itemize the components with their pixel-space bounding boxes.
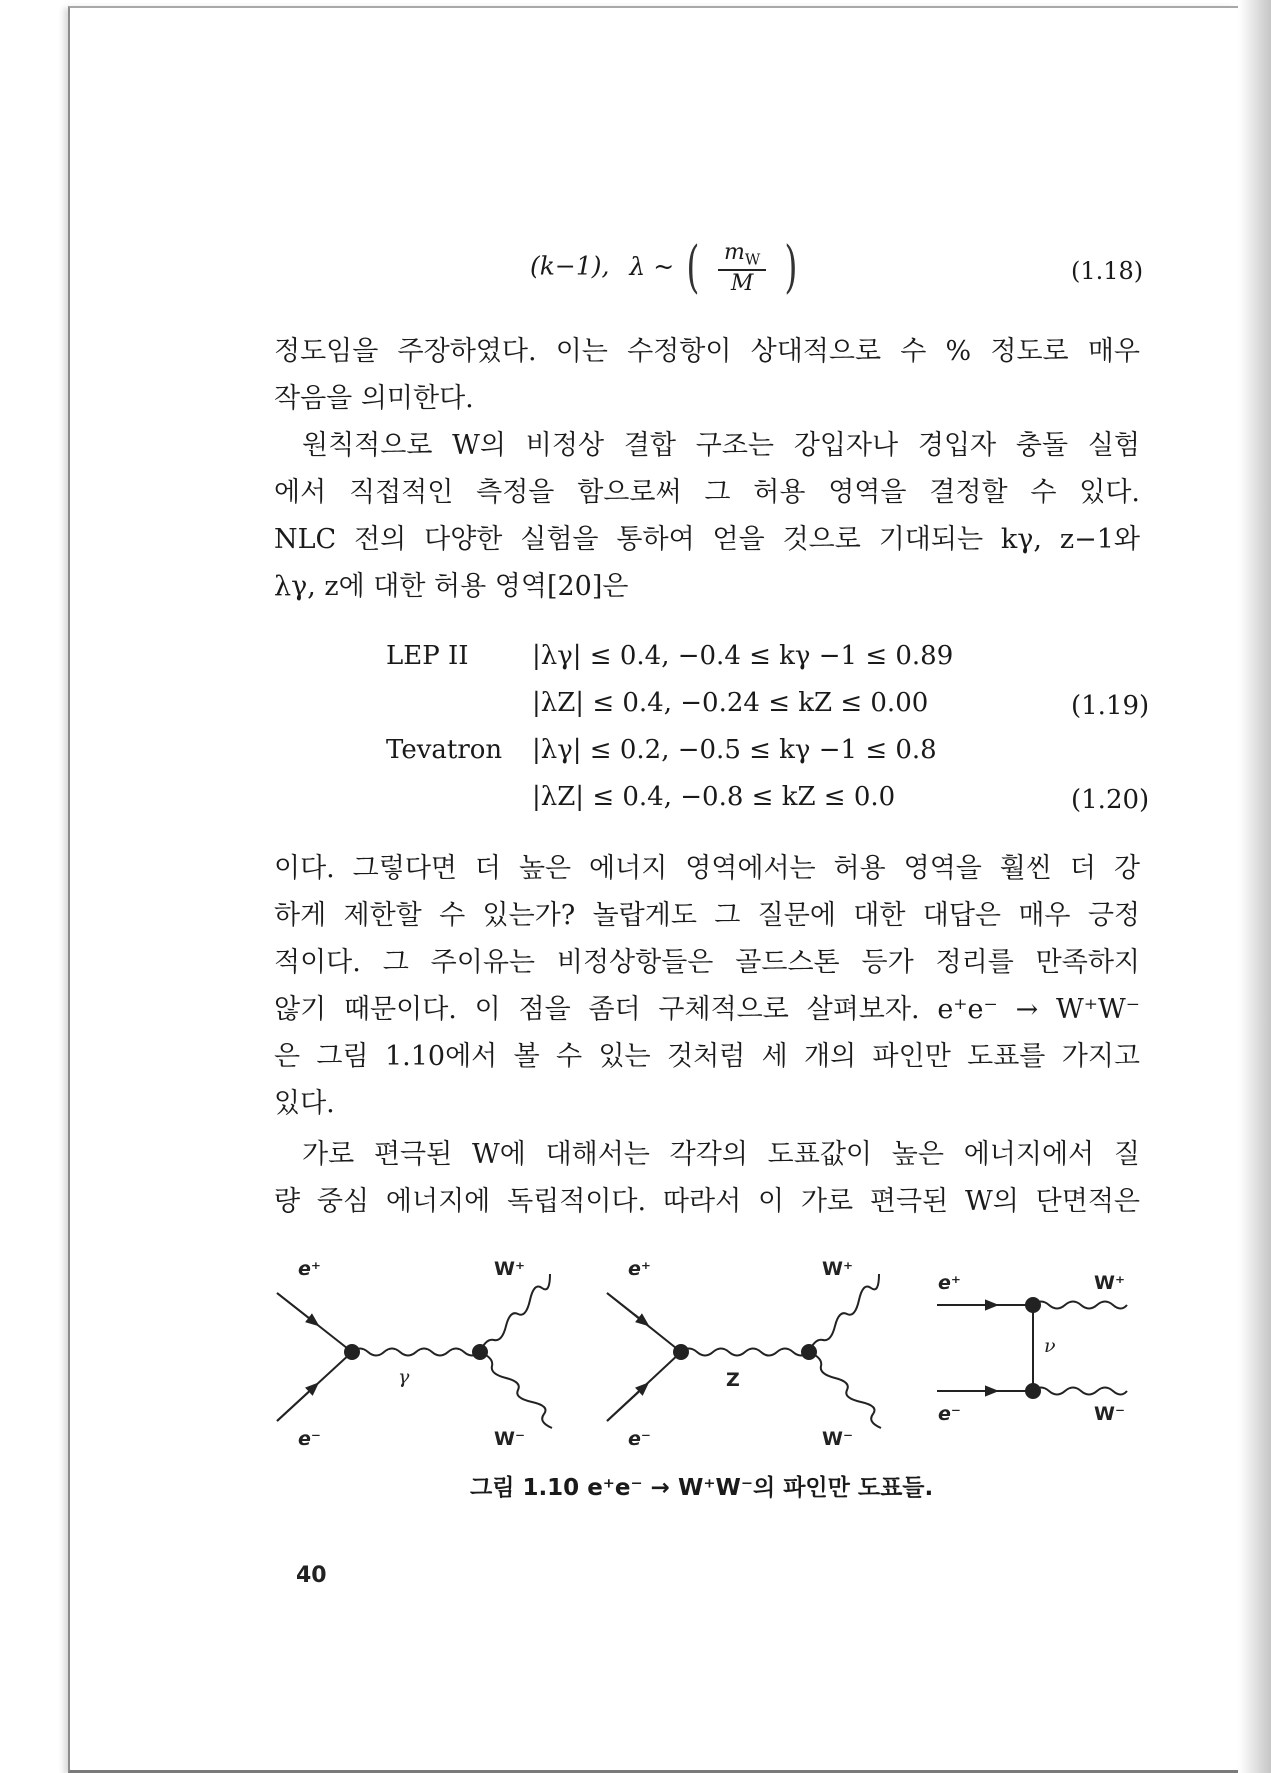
page-number: 40 [296, 1563, 327, 1588]
diagram-2-z-label: Z [726, 1369, 740, 1391]
diagram-3-e-plus-label: e⁺ [938, 1272, 961, 1294]
paragraph-line: 있다. [274, 1088, 335, 1119]
diagram-1-gamma-label: γ [398, 1366, 410, 1388]
equation-lambda: λ ~ [629, 251, 675, 281]
photon-propagator [352, 1349, 480, 1356]
vertex [473, 1345, 487, 1359]
paragraph-line: 이다. 그렇다면 더 높은 에너지 영역에서는 허용 영역을 훨씬 더 강 [274, 853, 1140, 884]
diagram-2-e-minus-label: e⁻ [628, 1428, 651, 1450]
figure-caption: 그림 1.10 e⁺e⁻ → W⁺W⁻의 파인만 도표들. [470, 1475, 934, 1501]
fraction-numerator: $m_W$ [718, 240, 766, 270]
lep-bound-row-2: |λZ| ≤ 0.4, −0.24 ≤ kZ ≤ 0.00 [532, 688, 929, 718]
diagram-2-e-plus-label: e⁺ [628, 1258, 651, 1280]
w-plus-line [480, 1274, 550, 1352]
diagram-3-e-minus-label: e⁻ [938, 1403, 961, 1425]
left-paren: ( [686, 235, 700, 300]
paragraph-line: 적이다. 그 주이유는 비정상항들은 골드스톤 등가 정리를 만족하지 [274, 947, 1140, 978]
paragraph-line: 량 중심 에너지에 독립적이다. 따라서 이 가로 편극된 W의 단면적은 [274, 1186, 1140, 1217]
diagram-2 [607, 1274, 881, 1428]
equation-number-1-19: (1.19) [1071, 691, 1150, 721]
paragraph-line: 에서 직접적인 측정을 함으로써 그 허용 영역을 결정할 수 있다. [274, 477, 1140, 508]
paragraph-line: 작음을 의미한다. [274, 383, 474, 414]
paragraph-line: λγ, z에 대한 허용 영역[20]은 [274, 571, 629, 602]
diagram-3-nu-label: ν [1044, 1335, 1056, 1357]
lep-bound-row-1: |λγ| ≤ 0.4, −0.4 ≤ kγ −1 ≤ 0.89 [532, 641, 954, 671]
paragraph-line: 하게 제한할 수 있는가? 놀랍게도 그 질문에 대한 대답은 매우 긍정 [274, 900, 1140, 931]
diagram-1 [277, 1274, 552, 1428]
tevatron-label: Tevatron [386, 735, 503, 765]
paragraph-line: 은 그림 1.10에서 볼 수 있는 것처럼 세 개의 파인만 도표를 가지고 [274, 1041, 1140, 1072]
arrow [277, 1293, 314, 1322]
lep-label: LEP II [386, 641, 469, 671]
paragraph-line: 정도임을 주장하였다. 이는 수정항이 상대적으로 수 % 정도로 매우 [274, 336, 1140, 367]
paragraph-line: 가로 편극된 W에 대해서는 각각의 도표값이 높은 에너지에서 질 [302, 1139, 1140, 1170]
diagram-1-e-plus-label: e⁺ [298, 1258, 321, 1280]
diagram-3-w-minus-label: W⁻ [1094, 1403, 1125, 1425]
tevatron-bound-row-1: |λγ| ≤ 0.2, −0.5 ≤ kγ −1 ≤ 0.8 [532, 735, 937, 765]
diagram-2-w-plus-label: W⁺ [822, 1258, 853, 1280]
vertex [345, 1345, 359, 1359]
right-paren: ) [784, 235, 798, 300]
arrow [277, 1387, 314, 1421]
paragraph-line: NLC 전의 다양한 실험을 통하여 얻을 것으로 기대되는 kγ, z−1와 [274, 524, 1140, 555]
diagram-3 [937, 1298, 1127, 1398]
diagram-1-e-minus-label: e⁻ [298, 1428, 321, 1450]
diagram-1-w-minus-label: W⁻ [494, 1428, 525, 1450]
diagram-2-w-minus-label: W⁻ [822, 1428, 853, 1450]
z-propagator [681, 1349, 809, 1356]
w-minus-line [480, 1352, 552, 1428]
paragraph-line: 않기 때문이다. 이 점을 좀더 구체적으로 살펴보자. e⁺e⁻ → W⁺W⁻ [274, 994, 1140, 1025]
fraction-denominator: M [730, 270, 754, 296]
diagram-1-w-plus-label: W⁺ [494, 1258, 525, 1280]
tevatron-bound-row-2: |λZ| ≤ 0.4, −0.8 ≤ kZ ≤ 0.0 [532, 782, 896, 812]
equation-number-1-20: (1.20) [1071, 785, 1150, 815]
equation-lhs: (k−1), [530, 251, 610, 281]
diagram-3-w-plus-label: W⁺ [1094, 1272, 1125, 1294]
paragraph-line: 원칙적으로 W의 비정상 결합 구조는 강입자나 경입자 충돌 실험 [302, 430, 1140, 461]
equation-number-1-18: (1.18) [1071, 257, 1144, 285]
